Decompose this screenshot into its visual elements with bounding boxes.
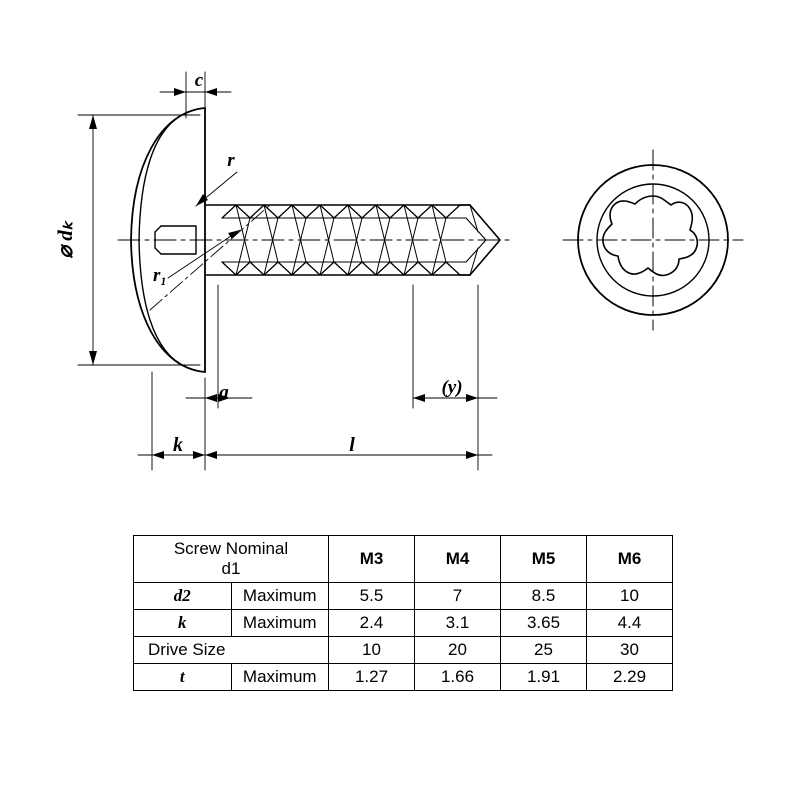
cell-d2-m5: 8.5 <box>501 583 587 610</box>
label-dk: ⌀ dₖ <box>53 221 77 259</box>
label-r: r <box>227 150 235 171</box>
cell-t-m5: 1.91 <box>501 664 587 691</box>
row-label-d2: d2 <box>134 583 232 610</box>
label-a: a <box>219 382 229 403</box>
header-col-m5: M5 <box>501 536 587 583</box>
header-screw-nominal <box>134 536 329 583</box>
cell-drive-m5: 25 <box>501 637 587 664</box>
cell-d2-m3: 5.5 <box>329 583 415 610</box>
cell-d2-m6: 10 <box>587 583 673 610</box>
radius-leader-r <box>196 172 237 206</box>
cell-d2-m4: 7 <box>415 583 501 610</box>
table-header-row <box>134 536 673 583</box>
header-col-m4: M4 <box>415 536 501 583</box>
row-label-drive-size: Drive Size <box>134 637 329 664</box>
header-col-m3: M3 <box>329 536 415 583</box>
cell-k-m3: 2.4 <box>329 610 415 637</box>
row-qualifier-d2: Maximum <box>231 583 329 610</box>
table-row <box>134 610 673 637</box>
cell-drive-m6: 30 <box>587 637 673 664</box>
screw-spec-table <box>133 535 673 691</box>
cell-drive-m3: 10 <box>329 637 415 664</box>
label-c: c <box>194 70 204 91</box>
label-l: l <box>349 434 355 456</box>
torx-end-view <box>563 150 743 330</box>
cell-t-m6: 2.29 <box>587 664 673 691</box>
header-col-m6: M6 <box>587 536 673 583</box>
label-y: (y) <box>441 377 463 398</box>
label-k: k <box>173 434 183 456</box>
cell-k-m6: 4.4 <box>587 610 673 637</box>
row-label-k: k <box>134 610 232 637</box>
thread-profile-bottom <box>222 262 460 275</box>
cell-t-m4: 1.66 <box>415 664 501 691</box>
header-nominal-line2: d1 <box>221 559 241 578</box>
cell-k-m5: 3.65 <box>501 610 587 637</box>
row-qualifier-t: Maximum <box>231 664 329 691</box>
cell-k-m4: 3.1 <box>415 610 501 637</box>
construction-angle-line <box>150 205 270 310</box>
cell-drive-m4: 20 <box>415 637 501 664</box>
label-r1: r₁ <box>152 265 168 286</box>
table-row <box>134 637 673 664</box>
row-qualifier-k: Maximum <box>231 610 329 637</box>
extension-lines <box>152 285 478 470</box>
table-row <box>134 664 673 691</box>
cell-t-m3: 1.27 <box>329 664 415 691</box>
header-nominal-line1: Screw Nominal <box>173 539 289 558</box>
spec-table-container <box>133 535 667 691</box>
row-label-t: t <box>134 664 232 691</box>
dimension-l <box>196 451 492 459</box>
table-row <box>134 583 673 610</box>
